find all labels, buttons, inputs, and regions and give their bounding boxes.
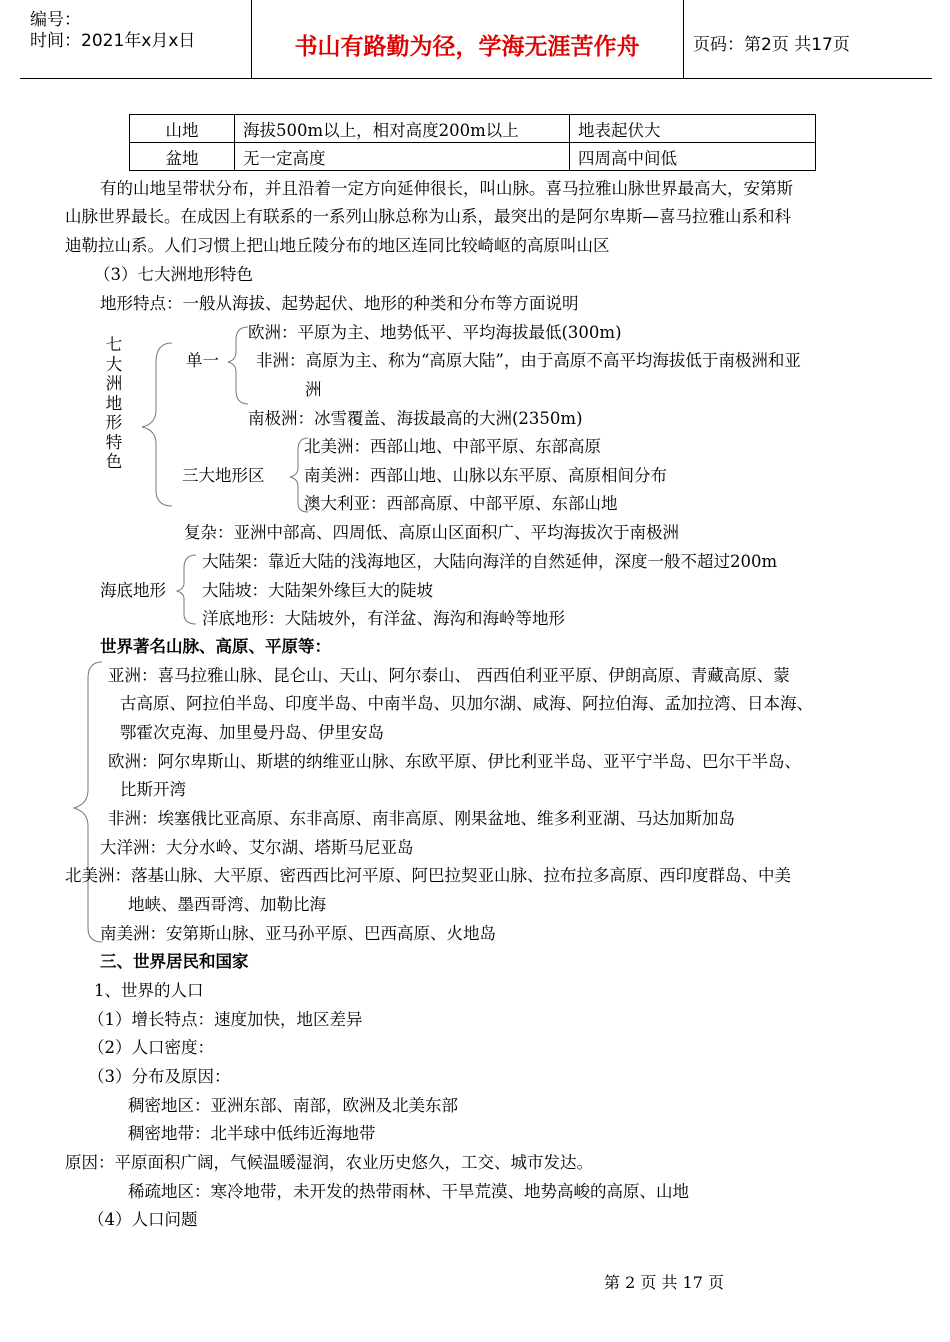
table-cell: 海拔500m以上，相对高度200m以上 [235, 115, 570, 143]
diagram-item: 南极洲：冰雪覆盖、海拔最高的大洲(2350m) [248, 409, 583, 428]
famous-line: 非洲：埃塞俄比亚高原、东非高原、南非高原、刚果盆地、维多利亚湖、马达加斯加岛 [108, 809, 735, 828]
root-char: 洲 [105, 374, 123, 393]
section-heading: （3）七大洲地形特色 [94, 265, 253, 284]
diagram-item: 南美洲：西部山地、山脉以东平原、高原相间分布 [304, 466, 667, 485]
seafloor-label: 海底地形 [100, 581, 166, 600]
seafloor-item: 大陆架：靠近大陆的浅海地区，大陆向海洋的自然延伸，深度一般不超过200m [202, 552, 778, 571]
seafloor-item: 洋底地形：大陆坡外，有洋盆、海沟和海岭等地形 [202, 609, 565, 628]
famous-line: 南美洲：安第斯山脉、亚马孙平原、巴西高原、火地岛 [100, 924, 496, 943]
root-char: 特 [105, 432, 123, 452]
population-line: （2）人口密度： [88, 1038, 214, 1057]
root-char: 形 [105, 413, 123, 432]
root-char: 色 [105, 452, 123, 471]
paragraph-line: 地形特点：一般从海拔、起势起伏、地形的种类和分布等方面说明 [100, 294, 579, 313]
diagram-item: 洲 [305, 380, 322, 399]
famous-line: 比斯开湾 [120, 780, 186, 799]
table-cell: 山地 [130, 115, 235, 143]
famous-heading: 世界著名山脉、高原、平原等： [100, 637, 331, 656]
famous-line: 北美洲：落基山脉、大平原、密西西比河平原、阿巴拉契亚山脉、拉布拉多高原、西印度群岛、中美 [65, 866, 791, 885]
diagram-item: 非洲：高原为主、称为“高原大陆”，由于高原不高平均海拔低于南极洲和亚 [256, 351, 801, 370]
famous-line: 欧洲：阿尔卑斯山、斯堪的纳维亚山脉、东欧平原、伊比利亚半岛、亚平宁半岛、巴尔干半岛、 [108, 752, 801, 771]
diagram-root-label [104, 335, 124, 472]
population-line: 稠密地带：北半球中低纬近海地带 [128, 1124, 376, 1143]
population-line: 稀疏地区：寒冷地带，未开发的热带雨林、干旱荒漠、地势高峻的高原、山地 [128, 1182, 689, 1201]
paragraph-line: 有的山地呈带状分布，并且沿着一定方向延伸很长，叫山脉。喜马拉雅山脉世界最高大，安第斯 [100, 179, 793, 198]
paragraph-line: 迪勒拉山系。人们习惯上把山地丘陵分布的地区连同比较崎岖的高原叫山区 [65, 236, 610, 255]
famous-line: 鄂霍次克海、加里曼丹岛、伊里安岛 [120, 723, 384, 742]
diagram-item: 澳大利亚：西部高原、中部平原、东部山地 [304, 494, 618, 513]
seafloor-item: 大陆坡：大陆架外缘巨大的陡坡 [202, 581, 433, 600]
population-line: （1）增长特点：速度加快，地区差异 [88, 1010, 363, 1029]
page-footer: 第 2 页 共 17 页 [604, 1273, 724, 1292]
population-line: （3）分布及原因： [88, 1067, 231, 1086]
section-heading: 三、世界居民和国家 [100, 952, 249, 971]
three-region-label: 三大地形区 [182, 466, 265, 485]
table-cell: 无一定高度 [235, 143, 570, 171]
paragraph-line: 山脉世界最长。在成因上有联系的一系列山脉总称为山系，最突出的是阿尔卑斯—喜马拉雅山系和科 [65, 207, 791, 226]
root-char: 地 [105, 393, 123, 413]
sub-heading: 1、世界的人口 [94, 981, 204, 1000]
famous-line: 亚洲：喜马拉雅山脉、昆仑山、天山、阿尔泰山、 西西伯利亚平原、伊朗高原、青藏高原、蒙 [108, 666, 790, 685]
table-cell: 四周高中间低 [570, 143, 816, 171]
diagram-item: 复杂：亚洲中部高、四周低、高原山区面积广、平均海拔次于南极洲 [184, 523, 679, 542]
table-cell: 地表起伏大 [570, 115, 816, 143]
table-cell: 盆地 [130, 143, 235, 171]
diagram-item: 欧洲：平原为主、地势低平、平均海拔最低(300m) [248, 323, 622, 342]
famous-line: 地峡、墨西哥湾、加勒比海 [128, 895, 326, 914]
diagram-item: 北美洲：西部山地、中部平原、东部高原 [304, 437, 601, 456]
famous-line: 古高原、阿拉伯半岛、印度半岛、中南半岛、贝加尔湖、咸海、阿拉伯海、孟加拉湾、日本海、 [120, 694, 813, 713]
population-line: 原因：平原面积广阔，气候温暖湿润，农业历史悠久，工交、城市发达。 [65, 1153, 593, 1172]
root-char: 七 [105, 335, 123, 354]
population-line: 稠密地区：亚洲东部、南部，欧洲及北美东部 [128, 1096, 458, 1115]
page-label: 页码：第2页 共17页 [693, 35, 850, 55]
motto: 书山有路勤为径，学海无涯苦作舟 [294, 34, 640, 60]
serial-label: 编号： [30, 10, 81, 30]
famous-line: 大洋洲：大分水岭、艾尔湖、塔斯马尼亚岛 [100, 838, 414, 857]
population-line: （4）人口问题 [88, 1210, 198, 1229]
date-label: 时间：2021年x月x日 [30, 31, 196, 51]
root-char: 大 [105, 354, 123, 374]
single-label: 单一 [186, 351, 219, 370]
